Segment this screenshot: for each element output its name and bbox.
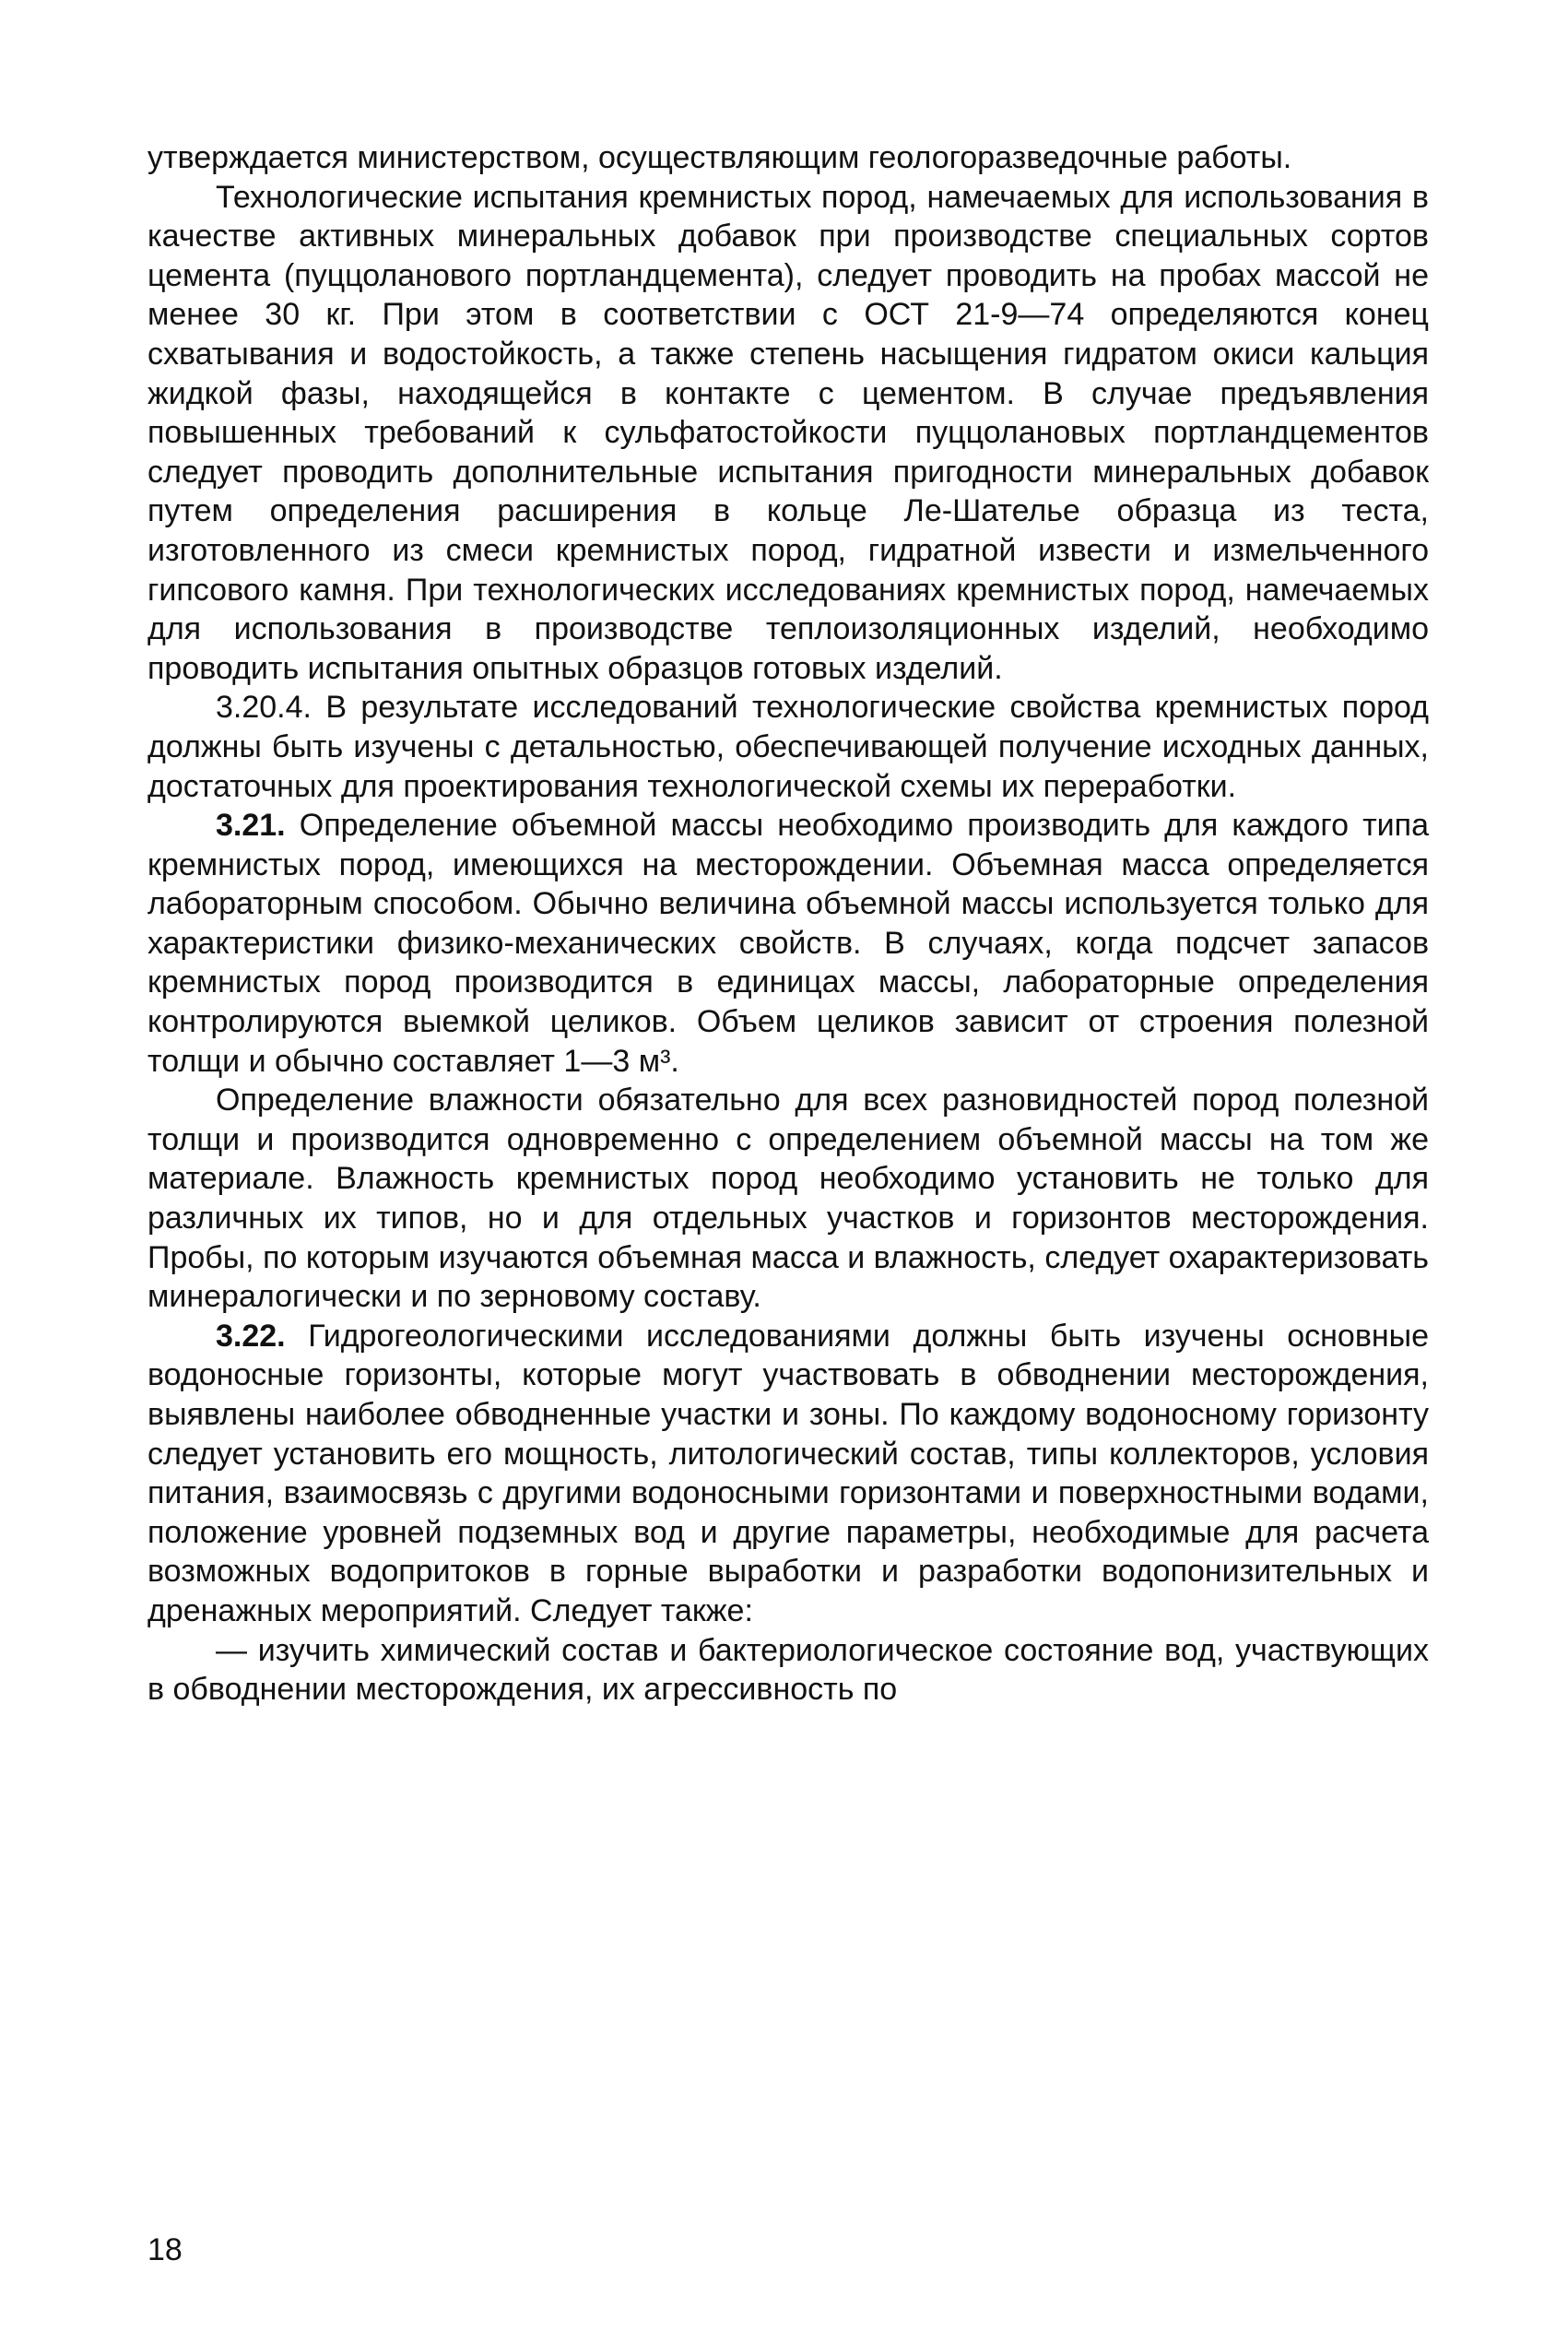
page-number: 18	[147, 2232, 183, 2267]
paragraph-technological-tests: Технологические испытания кремнистых пород, намечаемых для использования в качестве активных минеральных добавок при производстве специальных сортов цемента (пуццоланового портландцемента), следует проводить на пробах массой не менее 30 кг. При этом в соответствии с ОСТ 21-9—74 определяются конец схватывания и водостойкость, а также степень насыщения гидратом окиси кальция жидкой фазы, находящейся в контакте с цементом. В случае предъявления повышенных требований к сульфатостойкости пуццолановых портландцементов следует проводить дополнительные испытания пригодности минеральных добавок путем определения расширения в кольце Ле-Шателье образца из теста, изготовленного из смеси кремнистых пород, гидратной извести и измельченного гипсового камня. При технологических исследованиях кремнистых пород, намечаемых для использования в производстве теплоизоляционных изделий, необходимо проводить испытания опытных образцов готовых изделий.	[147, 179, 1429, 686]
body-text	[147, 138, 1429, 1710]
section-number: 3.22.	[216, 1318, 286, 1354]
paragraph-continuation: утверждается министерством, осуществляющим геологоразведочные работы.	[147, 140, 1292, 175]
section-number: 3.21.	[216, 808, 286, 844]
paragraph-3-21: 3.21. Определение объемной массы необходимо производить для каждого типа кремнистых пород, имеющихся на месторождении. Объемная масса определяется лабораторным способом. Обычно величина объемной массы используется только для характеристики физико-механических свойств. В случаях, когда подсчет запасов кремнистых пород производится в единицах массы, лабораторные определения контролируются выемкой целиков. Объем целиков зависит от строения полезной толщи и обычно составляет 1—3 м³.	[147, 808, 1429, 1079]
paragraph-3-22: 3.22. Гидрогеологическими исследованиями должны быть изучены основные водоносные горизонты, которые могут участвовать в обводнении месторождения, выявлены наиболее обводненные участки и зоны. По каждому водоносному горизонту следует установить его мощность, литологический состав, типы коллекторов, условия питания, взаимосвязь с другими водоносными горизонтами и поверхностными водами, положение уровней подземных вод и другие параметры, необходимые для расчета возможных водопритоков в горные выработки и разработки водопонизительных и дренажных мероприятий. Следует также:	[147, 1318, 1429, 1628]
section-number: 3.20.4.	[216, 690, 312, 726]
paragraph-moisture: Определение влажности обязательно для всех разновидностей пород полезной толщи и производится одновременно с определением объемной массы на том же материале. Влажность кремнистых пород необходимо установить не только для различных их типов, но и для отдельных участков и горизонтов месторождения. Пробы, по которым изучаются объемная масса и влажность, следует охарактеризовать минералогически и по зерновому составу.	[147, 1083, 1429, 1315]
paragraph-list-item: — изучить химический состав и бактериологическое состояние вод, участвующих в обводнении месторождения, их агрессивность по	[147, 1632, 1429, 1708]
paragraph-3-20-4: 3.20.4. В результате исследований технологические свойства кремнистых пород должны быть изучены с детальностью, обеспечивающей получение исходных данных, достаточных для проектирования технологической схемы их переработки.	[147, 690, 1429, 804]
